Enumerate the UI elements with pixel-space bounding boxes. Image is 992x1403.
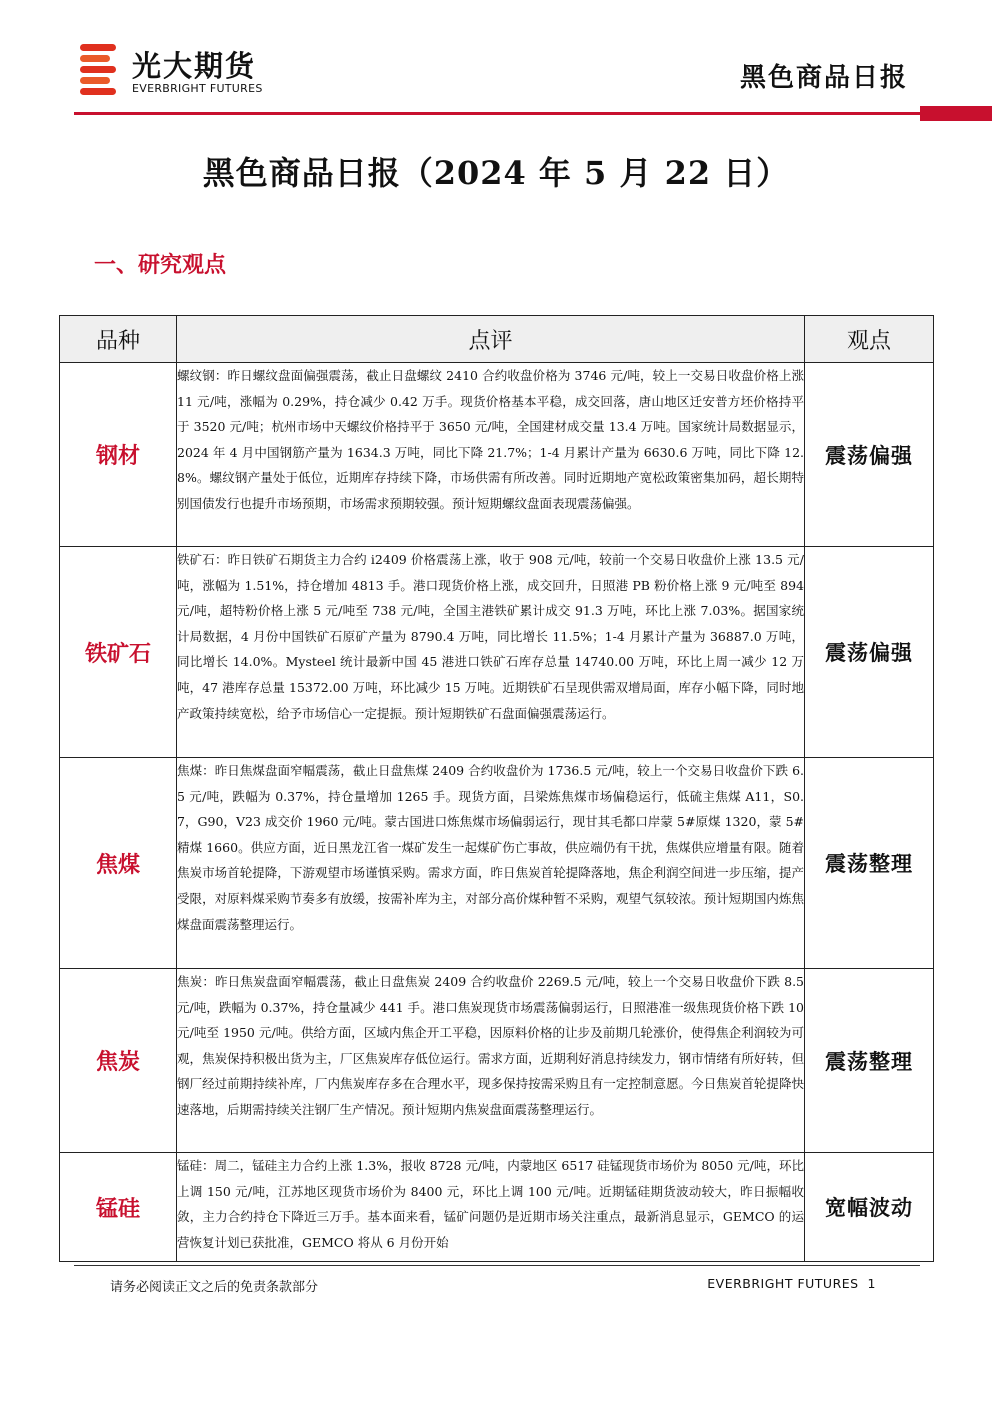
table-row bbox=[60, 758, 934, 969]
view-cell: 宽幅波动 bbox=[805, 1153, 934, 1262]
view-cell: 震荡整理 bbox=[805, 758, 934, 969]
view-cell: 震荡偏强 bbox=[805, 547, 934, 758]
comment-cell: 螺纹钢：昨日螺纹盘面偏强震荡，截止日盘螺纹 2410 合约收盘价格为 3746 元/吨，较上一交易日收盘价格上涨 11 元/吨，涨幅为 0.29%，持仓减少 0.42 万手。现货价格基本平稳，成交回落，唐山地区迁安普方坯价格持平于 3520 元/吨；杭州市场中天螺纹价格持平于 3650 元/吨，全国建材成交量 13.4 万吨。国家统计局数据显示，2024 年 4 月中国钢筋产量为 1634.3 万吨，同比下降 21.7%；1-4 月累计产量为 6630.6 万吨，同比下降 12.8%。螺纹钢产量处于低位，近期库存持续下降，市场供需有所改善。同时近期地产宽松政策密集加码，超长期特别国债发行也提升市场预期，市场需求预期较强。预计短期螺纹盘面表现震荡偏强。 bbox=[177, 363, 805, 547]
variety-cell: 钢材 bbox=[60, 363, 177, 547]
footer-brand-name: EVERBRIGHT FUTURES bbox=[707, 1276, 859, 1291]
table-header-row bbox=[60, 316, 934, 363]
variety-cell: 焦煤 bbox=[60, 758, 177, 969]
table-row bbox=[60, 363, 934, 547]
table-row bbox=[60, 969, 934, 1153]
variety-cell: 铁矿石 bbox=[60, 547, 177, 758]
variety-cell: 焦炭 bbox=[60, 969, 177, 1153]
column-header-comment: 点评 bbox=[177, 316, 805, 363]
research-view-table bbox=[59, 315, 934, 1262]
comment-cell: 焦煤：昨日焦煤盘面窄幅震荡，截止日盘焦煤 2409 合约收盘价为 1736.5 元/吨，较上一个交易日收盘价下跌 6.5 元/吨，跌幅为 0.37%，持仓量增加 1265 手。现货方面，吕梁炼焦煤市场偏稳运行，低硫主焦煤 A11，S0.7，G90，V23 成交价 1960 元/吨。蒙古国进口炼焦煤市场偏弱运行，现甘其毛都口岸蒙 5#原煤 1320，蒙 5#精煤 1660。供应方面，近日黑龙江省一煤矿发生一起煤矿伤亡事故，供应端仍有干扰，焦煤供应增量有限。随着焦炭市场首轮提降，下游观望市场谨慎采购。需求方面，昨日焦炭首轮提降落地，焦企利润空间进一步压缩，提产受限，对原料煤采购节奏多有放缓，按需补库为主，对部分高价煤种暂不采购，观望气氛较浓。预计短期国内炼焦煤盘面震荡整理运行。 bbox=[177, 758, 805, 969]
column-header-view: 观点 bbox=[805, 316, 934, 363]
table-row bbox=[60, 1153, 934, 1262]
page-number: 1 bbox=[867, 1276, 876, 1291]
header-accent-block bbox=[920, 106, 992, 121]
variety-cell: 锰硅 bbox=[60, 1153, 177, 1262]
brand-name-cn: 光大期货 bbox=[132, 49, 257, 83]
footer-brand bbox=[707, 1276, 876, 1291]
brand-logo bbox=[80, 42, 280, 102]
comment-cell: 焦炭：昨日焦炭盘面窄幅震荡，截止日盘焦炭 2409 合约收盘价 2269.5 元/吨，较上一个交易日收盘价下跌 8.5 元/吨，跌幅为 0.37%，持仓量减少 441 手。港口焦炭现货市场震荡偏弱运行，日照港准一级焦现货价格下跌 10 元/吨至 1950 元/吨。供给方面，区域内焦企开工平稳，因原料价格的让步及前期几轮涨价，使得焦企利润较为可观，焦炭保持积极出货为主，厂区焦炭库存低位运行。需求方面，近期利好消息持续发力，钢市情绪有所好转，但钢厂经过前期持续补库，厂内焦炭库存多在合理水平，现多保持按需采购且有一定控制意愿。今日焦炭首轮提降快速落地，后期需持续关注钢厂生产情况。预计短期内焦炭盘面震荡整理运行。 bbox=[177, 969, 805, 1153]
table-row bbox=[60, 547, 934, 758]
brand-name-en: EVERBRIGHT FUTURES bbox=[132, 82, 263, 95]
header-report-name: 黑色商品日报 bbox=[739, 63, 908, 93]
view-cell: 震荡整理 bbox=[805, 969, 934, 1153]
comment-cell: 铁矿石：昨日铁矿石期货主力合约 i2409 价格震荡上涨，收于 908 元/吨，较前一个交易日收盘价上涨 13.5 元/吨，涨幅为 1.51%，持仓增加 4813 手。港口现货价格上涨，成交回升，日照港 PB 粉价格上涨 9 元/吨至 894 元/吨，超特粉价格上涨 5 元/吨至 738 元/吨，全国主港铁矿累计成交 91.3 万吨，环比上涨 7.03%。据国家统计局数据，4 月份中国铁矿石原矿产量为 8790.4 万吨，同比增长 11.5%；1-4 月累计产量为 36887.0 万吨，同比增长 14.0%。Mysteel 统计最新中国 45 港进口铁矿石库存总量 14740.00 万吨，环比上周一减少 12 万吨，47 港库存总量 15372.00 万吨，环比减少 15 万吨。近期铁矿石呈现供需双增局面，库存小幅下降，同时地产政策持续宽松，给予市场信心一定提振。预计短期铁矿石盘面偏强震荡运行。 bbox=[177, 547, 805, 758]
brand-logo-icon bbox=[80, 44, 118, 96]
header-divider bbox=[74, 112, 920, 115]
column-header-variety: 品种 bbox=[60, 316, 177, 363]
page-header bbox=[0, 0, 992, 125]
view-cell: 震荡偏强 bbox=[805, 363, 934, 547]
section-heading: 一、研究观点 bbox=[94, 252, 227, 278]
document-title: 黑色商品日报（2024 年 5 月 22 日） bbox=[202, 154, 790, 192]
footer-disclaimer: 请务必阅读正文之后的免责条款部分 bbox=[110, 1280, 319, 1295]
comment-cell: 锰硅：周二，锰硅主力合约上涨 1.3%，报收 8728 元/吨，内蒙地区 6517 硅锰现货市场价为 8050 元/吨，环比上调 150 元/吨，江苏地区现货市场价为 8400 元，环比上调 100 元/吨。近期锰硅期货波动较大，昨日振幅收敛，主力合约持仓下降近三万手。基本面来看，锰矿问题仍是近期市场关注重点，最新消息显示，GEMCO 的运营恢复计划已获批准，GEMCO 将从 6 月份开始 bbox=[177, 1153, 805, 1262]
footer-divider bbox=[74, 1265, 920, 1266]
